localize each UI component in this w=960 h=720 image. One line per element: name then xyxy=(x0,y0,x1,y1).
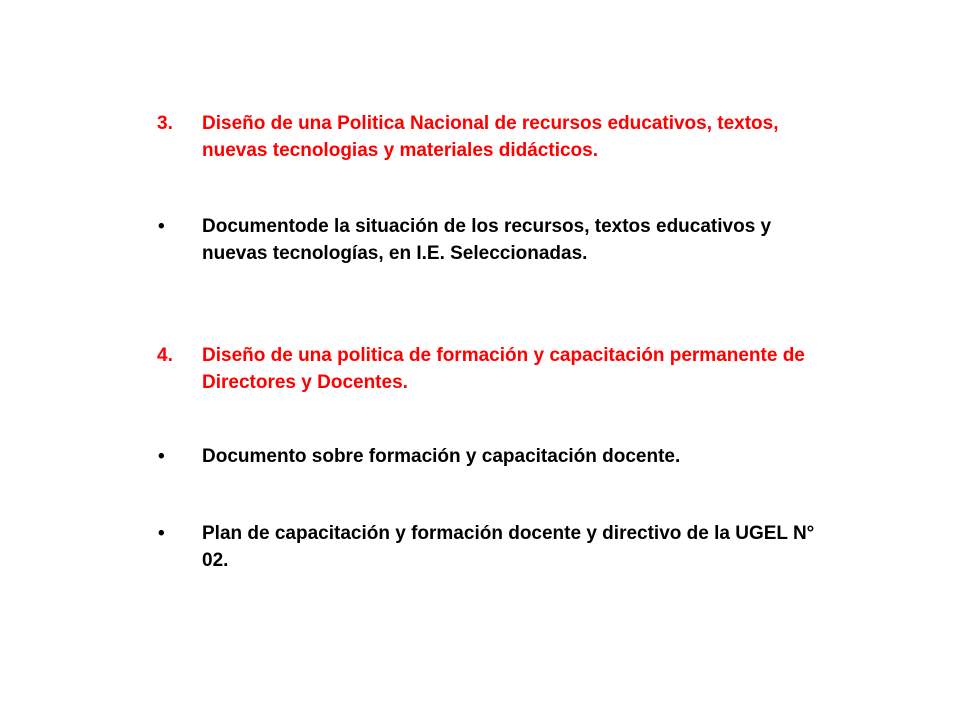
deliverable-training-plan xyxy=(150,520,830,574)
deliverable-text: Plan de capacitación y formación docente y directivo de la UGEL N° 02. xyxy=(202,523,815,571)
objective-4-text: Diseño de una politica de formación y capacitación permanente de Directores y Docentes. xyxy=(202,345,805,393)
deliverable-text: Documento sobre formación y capacitación docente. xyxy=(202,446,681,467)
deliverable-document-situation xyxy=(150,213,830,267)
list-number: 3. xyxy=(157,113,173,134)
objective-4 xyxy=(150,342,830,396)
bullet-icon: • xyxy=(158,446,165,467)
objective-3 xyxy=(150,110,830,164)
deliverable-text: Documentode la situación de los recursos, textos educativos y nuevas tecnologías, en I.E. Seleccionadas. xyxy=(202,216,772,264)
bullet-icon: • xyxy=(158,523,165,544)
list-number: 4. xyxy=(157,345,173,366)
objective-3-text: Diseño de una Politica Nacional de recursos educativos, textos, nuevas tecnologias y materiales didácticos. xyxy=(202,113,779,161)
deliverable-document-training xyxy=(150,443,830,470)
bullet-icon: • xyxy=(158,216,165,237)
